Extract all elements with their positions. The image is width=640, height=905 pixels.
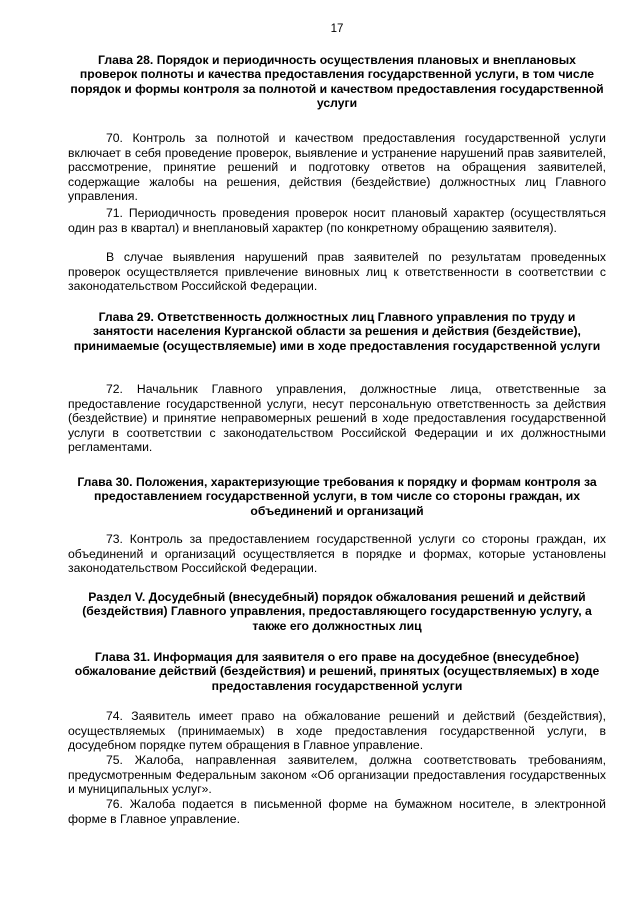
paragraph-72: 72. Начальник Главного управления, должностные лица, ответственные за предоставление государственной услуги, несут персональную ответственность за действия (бездействие) и принятие неправомерных решений в ходе предоставления государственной услуги в соответствии с законодательством Российской Федерации и их должностными регламентами. [68, 382, 606, 455]
chapter-31-heading: Глава 31. Информация для заявителя о его праве на досудебное (внесудебное) обжалование действий (бездействия) и решений, принятых (осуществляемых) в ходе предоставления государственной услуги [74, 650, 600, 693]
paragraph-74: 74. Заявитель имеет право на обжалование решений и действий (бездействия), осуществляемых (принимаемых) в ходе предоставления государственной услуги, в досудебном порядке путем обращения в Главное управление. [68, 709, 606, 753]
paragraph-75: 75. Жалоба, направленная заявителем, должна соответствовать требованиям, предусмотренным Федеральным законом «Об организации предоставления государственных и муниципальных услуг». [68, 753, 606, 797]
paragraph-71: 71. Периодичность проведения проверок носит плановый характер (осуществляться один раз в квартал) и внеплановый характер (по конкретному обращению заявителя). [68, 206, 606, 235]
page-number: 17 [330, 23, 344, 35]
paragraph-71-continuation: В случае выявления нарушений прав заявителей по результатам проведенных проверок осуществляется привлечение виновных лиц к ответственности в соответствии с законодательством Российской Федерации. [68, 250, 606, 294]
section-5-heading: Раздел V. Досудебный (внесудебный) порядок обжалования решений и действий (бездействия) Главного управления, предоставляющего государственную услугу, а также его должностных лиц [82, 590, 592, 633]
paragraph-76: 76. Жалоба подается в письменной форме на бумажном носителе, в электронной форме в Главное управление. [68, 797, 606, 826]
paragraph-70: 70. Контроль за полнотой и качеством предоставления государственной услуги включает в себя проведение проверок, выявление и устранение нарушений прав заявителей, рассмотрение, принятие решений и подготовку ответов на обращения заявителей, содержащие жалобы на решения, действия (бездействие) должностных лиц Главного управления. [68, 131, 606, 204]
chapter-30-heading: Глава 30. Положения, характеризующие требования к порядку и формам контроля за предоставлением государственной услуги, в том числе со стороны граждан, их объединений и организаций [77, 475, 597, 518]
chapter-28-heading: Глава 28. Порядок и периодичность осуществления плановых и внеплановых проверок полноты и качества предоставления государственной услуги, в том числе порядок и формы контроля за полнотой и качеством предоставления государственной услуги [70, 53, 604, 111]
paragraph-73: 73. Контроль за предоставлением государственной услуги со стороны граждан, их объединений и организаций осуществляется в порядке и формах, которые установлены законодательством Российской Федерации. [68, 532, 606, 576]
chapter-29-heading: Глава 29. Ответственность должностных лиц Главного управления по труду и занятости населения Курганской области за решения и действия (бездействие), принимаемые (осуществляемые) ими в ходе предоставления государственной услуги [73, 310, 601, 353]
